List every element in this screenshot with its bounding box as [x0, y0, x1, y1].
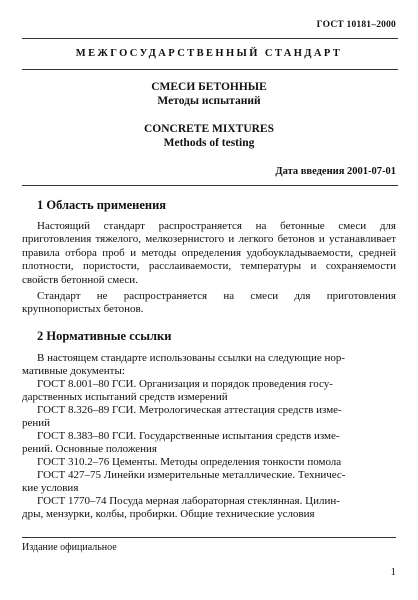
reference-line: В настоящем стандарте использованы ссылки на следующие нор-	[37, 352, 346, 364]
reference-line: рений. Основные положения	[22, 443, 157, 455]
reference-line: дры, мензурки, колбы, пробирки. Общие технические условия	[22, 508, 315, 520]
reference-line: дарственных испытаний средств измерений	[22, 391, 228, 403]
title-en-sub: Methods of testing	[163, 137, 255, 149]
title-divider-top	[22, 69, 398, 70]
reference-line: ГОСТ 8.001–80 ГСИ. Организация и порядок проведения госу-	[37, 378, 333, 390]
section-2-heading: 2 Нормативные ссылки	[37, 329, 172, 343]
title-ru-sub: Методы испытаний	[157, 95, 261, 107]
title-ru-main: СМЕСИ БЕТОННЫЕ	[151, 81, 267, 93]
reference-line: ГОСТ 8.383–80 ГСИ. Государственные испытания средств изме-	[37, 430, 340, 442]
reference-line: ГОСТ 310.2–76 Цементы. Методы определения тонкости помола	[37, 456, 342, 468]
reference-line: ГОСТ 8.326–89 ГСИ. Метрологическая аттестация средств изме-	[37, 404, 342, 416]
section-1-heading: 1 Область применения	[37, 198, 167, 212]
reference-line: ГОСТ 1770–74 Посуда мерная лабораторная стеклянная. Цилин-	[37, 495, 340, 507]
standard-type: МЕЖГОСУДАРСТВЕННЫЙ СТАНДАРТ	[75, 48, 343, 59]
footer-divider	[22, 537, 396, 538]
page-number: 1	[390, 566, 396, 578]
document-code: ГОСТ 10181–2000	[316, 20, 396, 30]
reference-line: кие условия	[22, 482, 79, 494]
reference-line: мативные документы:	[22, 365, 125, 377]
title-en-main: CONCRETE MIXTURES	[143, 123, 275, 135]
edition-note: Издание официальное	[22, 542, 117, 553]
effective-date: Дата введения 2001-07-01	[275, 166, 396, 177]
section-1-paragraph-2: Стандарт не распространяется на смеси для приготовления крупнопористых бетонов.	[22, 290, 396, 316]
title-divider-bottom	[22, 185, 398, 186]
reference-line: рений	[22, 417, 51, 429]
header-divider	[22, 38, 398, 39]
section-1-paragraph-1: Настоящий стандарт распространяется на бетонные смеси для приготовления тяжелого, мелкозернистого и легкого бетонов и устанавливает правила отбора проб и методы определения удобоукладываемости, средней плотности, пористости, расслаиваемости, температуры и сохраняемости свойств бетонной смеси.	[22, 220, 396, 286]
reference-line: ГОСТ 427–75 Линейки измерительные металлические. Техничес-	[37, 469, 346, 481]
